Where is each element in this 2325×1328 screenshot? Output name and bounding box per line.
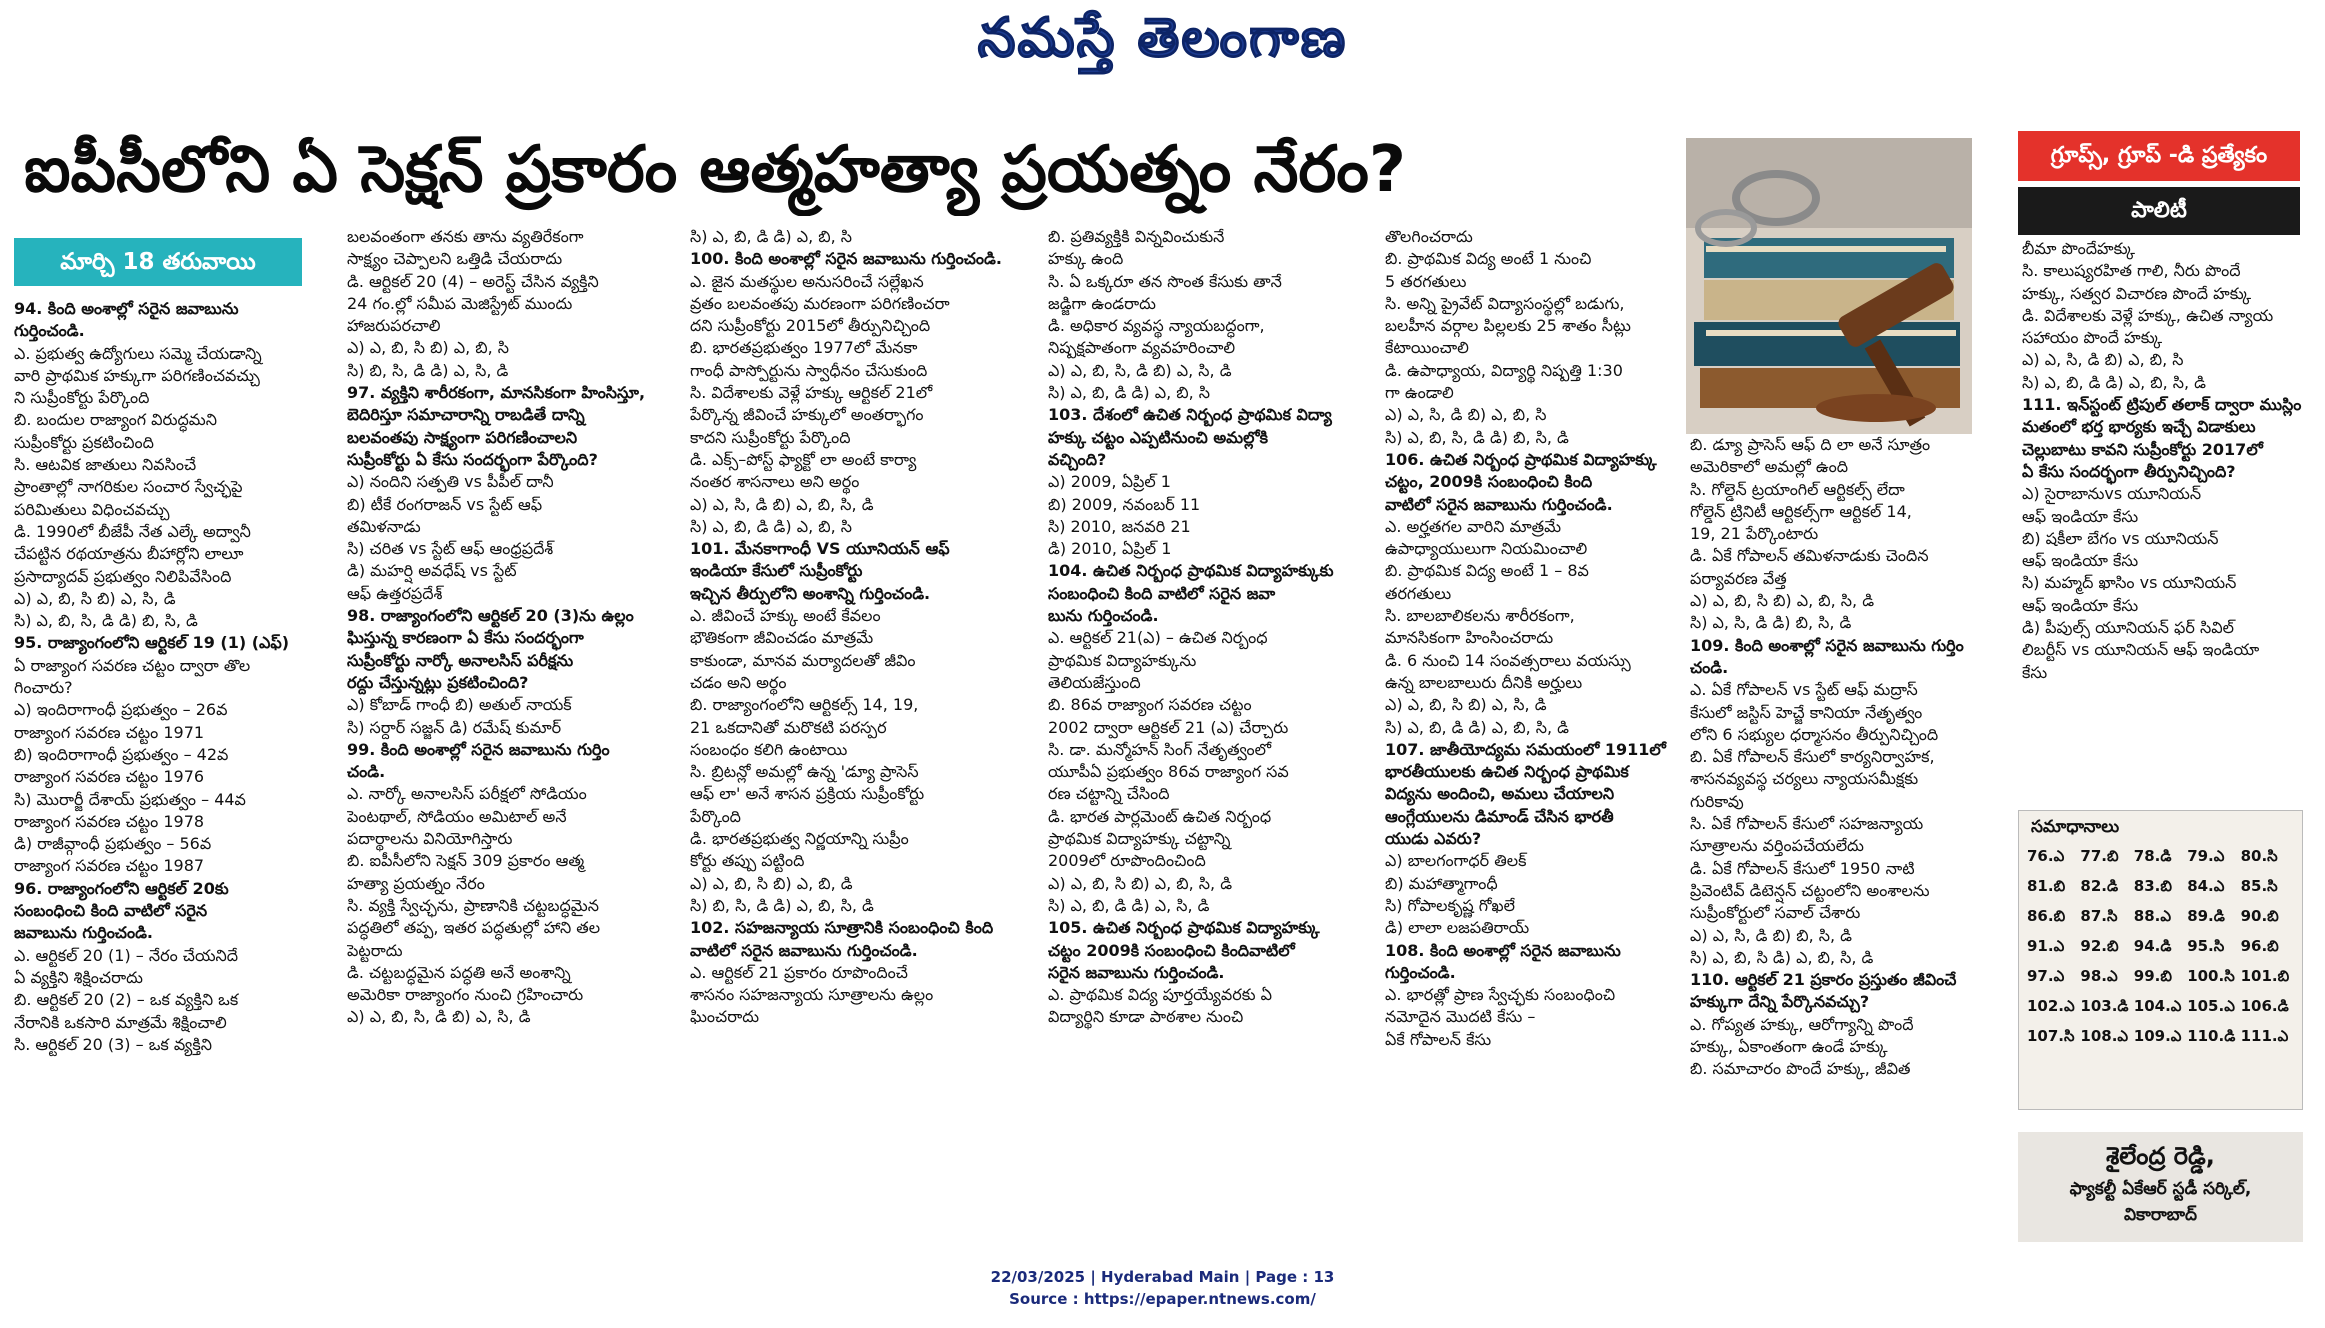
text-line: రాజ్యాంగ సవరణ చట్టం 1987 bbox=[14, 856, 205, 876]
text-line: ప్రాంతాల్లో నాగరికుల సంచార స్వేచ్ఛపై bbox=[14, 477, 243, 497]
text-line: సి) 2010, జనవరి 21 bbox=[1048, 516, 1191, 536]
text-line: నిష్పక్షపాతంగా వ్యవహరించాలి bbox=[1048, 338, 1236, 358]
text-line: డి. విదేశాలకు వెళ్లే హక్కు, ఉచిత న్యాయ bbox=[2022, 305, 2274, 325]
answer-item: 98.ఎ bbox=[2080, 967, 2118, 985]
text-line: ఎ) ఎ, బి, సి బి) ఎ, సి, డి bbox=[14, 588, 176, 608]
text-line: చేపట్టిన రథయాత్రను బీహార్లోని లాలూ bbox=[14, 544, 244, 564]
answer-item: 94.డి bbox=[2133, 937, 2172, 955]
question-line: చట్టం, 2009కి సంబంధించి కింది bbox=[1385, 472, 1593, 492]
text-line: సూత్రాలను వర్తింపచేయలేదు bbox=[1690, 836, 1864, 856]
question-line: 105. ఉచిత నిర్బంధ ప్రాథమిక విద్యాహక్కు bbox=[1048, 918, 1320, 938]
text-line: లిబర్టీస్ vs యూనియన్ ఆఫ్ ఇండియా bbox=[2022, 640, 2260, 660]
text-line: సి. ఆర్టికల్ 20 (3) – ఒక వ్యక్తిని bbox=[14, 1034, 212, 1054]
text-line: శాసనవ్యవస్థ చర్యలు న్యాయసమీక్షకు bbox=[1690, 769, 1919, 789]
text-line: సి) గోపాలకృష్ణ గోఖలే bbox=[1385, 895, 1515, 915]
text-line: ఉన్న బాలబాలురు దీనికి అర్హులు bbox=[1385, 672, 1583, 692]
text-line: ఆఫ్ ఇండియా కేసు bbox=[2022, 551, 2139, 571]
text-line: ఎ. ఆర్టికల్ 21(ఎ) – ఉచిత నిర్బంధ bbox=[1048, 628, 1268, 648]
question-line: 101. మేనకాగాంధీ VS యూనియన్ ఆఫ్ bbox=[690, 539, 950, 559]
text-line: ఎ) ఎ, బి, సి బి) ఎ, బి, డి bbox=[690, 873, 853, 893]
text-line: సి. గోల్డెన్ ట్రయాంగిల్ ఆర్టికల్స్‌ లేదా bbox=[1690, 479, 1905, 499]
text-line: మానసికంగా హింసించరాదు bbox=[1385, 628, 1554, 648]
page-footer bbox=[0, 1266, 2325, 1310]
answer-item: 85.సి bbox=[2240, 877, 2278, 895]
author-location: వికారాబాద్ bbox=[2124, 1205, 2197, 1225]
text-line: ఎ) కోబాడ్ గాంధీ బి) అతుల్ నాయక్ bbox=[347, 695, 572, 715]
text-line: నేరానికి ఒకసారి మాత్రమే శిక్షించాలి bbox=[14, 1012, 227, 1032]
text-line: ఏ వ్యక్తిని శిక్షించరాదు bbox=[14, 967, 143, 987]
answer-item: 104.ఎ bbox=[2133, 997, 2182, 1015]
text-line: ఎ. ఆర్టికల్ 21 ప్రకారం రూపొందించే bbox=[690, 962, 908, 982]
answer-item: 97.ఎ bbox=[2027, 967, 2065, 985]
question-line: విద్యను అందించి, అమలు చేయాలని bbox=[1385, 784, 1615, 804]
answer-item: 110.డి bbox=[2187, 1027, 2236, 1045]
question-line: 108. కింది అంశాల్లో సరైన జవాబును గుర్తించండి. bbox=[1385, 940, 1621, 982]
text-line: ఎ. జైన మతస్థుల అనుసరించే సల్లేఖన bbox=[690, 271, 924, 291]
text-line: డి. భారత పార్లమెంట్ ఉచిత నిర్బంధ bbox=[1048, 806, 1272, 826]
text-line: హక్కు ఉంది bbox=[1048, 249, 1124, 269]
answer-item: 84.ఎ bbox=[2187, 877, 2225, 895]
text-line: డి. ఏకే గోపాలన్ తమిళనాడుకు చెందిన bbox=[1690, 546, 1929, 566]
question-line: మతంలో భర్త భార్యకు ఇచ్చే విడాకులు bbox=[2022, 417, 2256, 437]
answer-item: 95.సి bbox=[2187, 937, 2225, 955]
text-line: ఘించరాదు bbox=[690, 1007, 760, 1027]
text-line: వ్రతం బలవంతపు మరణంగా పరిగణించరా bbox=[690, 293, 950, 313]
text-line: ఎ. ప్రభుత్వ ఉద్యోగులు సమ్మె చేయడాన్ని bbox=[14, 343, 262, 363]
question-line: సంబంధించి కింది వాటిలో సరైన bbox=[14, 901, 208, 921]
text-line: ప్రివెంటివ్ డిటెన్షన్ చట్టంలోని అంశాలను bbox=[1690, 880, 1930, 900]
text-line: కాదని సుప్రీంకోర్టు పేర్కొంది bbox=[690, 427, 851, 447]
subject-heading: పాలిటీ bbox=[2018, 187, 2300, 235]
text-line: బి. ప్రాథమిక విద్య అంటే 1 నుంచి bbox=[1385, 249, 1592, 269]
text-line: జడ్జిగా ఉండరాదు bbox=[1048, 293, 1156, 313]
text-line: సి) మహ్మద్ ఖాసిం vs యూనియన్ bbox=[2022, 573, 2237, 593]
answer-item: 103.డి bbox=[2080, 997, 2129, 1015]
text-column-2 bbox=[347, 226, 669, 1238]
text-line: నమోదైన మొదటి కేసు – bbox=[1385, 1007, 1536, 1027]
question-line: 111. ఇన్‌స్టంట్ ట్రిపుల్ తలాక్ ద్వారా ముస్లిం bbox=[2022, 395, 2302, 415]
answer-item: 86.బి bbox=[2027, 907, 2066, 925]
text-line: బి) టీకే రంగరాజన్ vs స్టేట్ ఆఫ్ bbox=[347, 494, 543, 514]
text-line: బి. బందుల రాజ్యాంగ విరుద్ధమని bbox=[14, 410, 217, 430]
question-line: సరైన జవాబును గుర్తించండి. bbox=[1048, 962, 1225, 982]
text-line: ప్రాథమిక విద్యాహక్కును bbox=[1048, 650, 1197, 670]
text-line: తొలగించరాదు bbox=[1385, 227, 1473, 246]
text-line: డి. ఎక్స్–పోస్ట్ ఫ్యాక్టో లా అంటే కార్యా bbox=[690, 449, 917, 469]
text-line: సి) ఎ, బి, డి డి) ఎ, బి, సి bbox=[690, 516, 852, 536]
text-line: ఎ) నందిని సత్పతి vs పీపీల్ దానీ bbox=[347, 472, 554, 492]
answer-item: 82.డి bbox=[2080, 877, 2119, 895]
text-line: ఎ) బాలగంగాధర్ తిలక్ bbox=[1385, 851, 1527, 871]
text-line: సి) ఎ, బి, సి, డి డి) బి, సి, డి bbox=[1385, 427, 1569, 447]
text-line: బలహీన వర్గాల పిల్లలకు 25 శాతం సీట్లు bbox=[1385, 316, 1631, 336]
answer-item: 108.ఎ bbox=[2080, 1027, 2129, 1045]
text-line: డి. అధికార వ్యవస్థ న్యాయబద్ధంగా, bbox=[1048, 316, 1265, 336]
question-line: యుడు ఎవరు? bbox=[1385, 829, 1482, 849]
text-line: ఎ) ఎ, బి, సి బి) ఎ, బి, సి bbox=[347, 338, 510, 358]
text-line: ఏకే గోపాలన్ కేసు bbox=[1385, 1029, 1492, 1049]
text-line: డి. 1990లో బీజేపీ నేత ఎల్కే అద్వానీ bbox=[14, 521, 251, 541]
text-line: ఎ. భారత్లో ప్రాణ స్వేచ్ఛకు సంబంధించి bbox=[1385, 985, 1616, 1005]
answer-item: 87.సి bbox=[2080, 907, 2118, 925]
text-line: సి. ఆటవిక జాతులు నివసించే bbox=[14, 455, 197, 475]
text-line: ఆఫ్ ఉత్తరప్రదేశ్ bbox=[347, 583, 443, 603]
text-line: పేర్కొన్న జీవించే హక్కులో అంతర్భాగం bbox=[690, 405, 924, 425]
text-line: సి) మొరార్జీ దేశాయ్ ప్రభుత్వం – 44వ bbox=[14, 789, 246, 809]
question-line: 97. వ్యక్తిని శారీరకంగా, మానసికంగా హింసిస్తూ, bbox=[347, 383, 646, 403]
answer-item: 80.సి bbox=[2240, 847, 2278, 865]
text-line: డి) రాజీవ్గాంధీ ప్రభుత్వం – 56వ bbox=[14, 834, 212, 854]
question-line: వాటిలో సరైన జవాబును గుర్తించండి. bbox=[690, 940, 918, 960]
author-affiliation: ఫ్యాకల్టీ ఏకేఆర్ స్టడీ సర్కిల్, bbox=[2069, 1179, 2252, 1199]
answer-item: 105.ఎ bbox=[2187, 997, 2235, 1015]
question-line: వచ్చింది? bbox=[1048, 449, 1107, 469]
text-line: ఎ) ఎ, బి, సి బి) ఎ, బి, సి, డి bbox=[1048, 873, 1233, 893]
text-line: కాకుండా, మానవ మర్యాదలతో జీవిం bbox=[690, 650, 916, 670]
text-line: డి) 2010, ఏప్రిల్ 1 bbox=[1048, 539, 1172, 559]
question-line: 94. కింది అంశాల్లో సరైన జవాబును bbox=[14, 299, 239, 318]
text-line: డి. ఏకే గోపాలన్ కేసులో 1950 నాటి bbox=[1690, 858, 1915, 878]
text-line: గోల్డెన్ ట్రినిటీ ఆర్టికల్స్‌గా ఆర్టికల్ 14, bbox=[1690, 501, 1912, 521]
text-column-3 bbox=[690, 226, 1030, 1238]
text-line: పెంటథాల్, సోడియం అమిటాల్ అనే bbox=[347, 806, 567, 826]
masthead-title: నమస్తే తెలంగాణ bbox=[977, 6, 1348, 69]
answer-item: 88.ఎ bbox=[2133, 907, 2172, 925]
text-line: నంతర శాసనాలు అని అర్థం bbox=[690, 472, 860, 492]
text-line: సి. విదేశాలకు వెళ్లే హక్కు ఆర్టికల్ 21లో bbox=[690, 383, 933, 403]
question-line: 102. సహజన్యాయ సూత్రానికి సంబంధించి కింది bbox=[690, 918, 994, 938]
question-line: సంబంధించి కింది వాటిలో సరైన జవా bbox=[1048, 583, 1276, 603]
question-line: బలవంతపు సాక్ష్యంగా పరిగణించాలని bbox=[347, 427, 578, 447]
text-line: డి. ఆర్టికల్ 20 (4) – అరెస్ట్ చేసిన వ్యక్తిని bbox=[347, 271, 599, 291]
text-line: హక్కు, సత్వర విచారణ పొందే హక్కు bbox=[2022, 283, 2252, 303]
text-line: సి) ఎ, బి, సి, డి డి) బి, సి, డి bbox=[14, 611, 198, 631]
text-line: బి. ఆర్టికల్ 20 (2) – ఒక వ్యక్తిని ఒక bbox=[14, 990, 239, 1010]
text-column-5 bbox=[1385, 226, 1685, 1238]
text-line: 5 తరగతులు bbox=[1385, 271, 1467, 291]
text-line: ఎ) ఎ, బి, సి బి) ఎ, బి, సి, డి bbox=[1690, 591, 1875, 611]
text-line: కోర్టు తప్పు పట్టింది bbox=[690, 851, 805, 871]
text-line: బి. ప్రాథమిక విద్య అంటే 1 – 8వ bbox=[1385, 561, 1589, 581]
text-line: ఎ) ఎ, బి, సి, డి బి) ఎ, సి, డి bbox=[347, 1007, 531, 1027]
text-line: ఎ) ఇందిరాగాంధీ ప్రభుత్వం – 26వ bbox=[14, 700, 228, 720]
answer-item: 77.బి bbox=[2080, 847, 2119, 865]
question-line: ఘిస్తున్న కారణంగా ఏ కేసు సందర్భంగా bbox=[347, 628, 584, 648]
text-line: ఎ. అర్హతగల వారిని మాత్రమే bbox=[1385, 516, 1562, 536]
text-line: గురికావు bbox=[1690, 791, 1744, 811]
text-line: 19, 21 పేర్కొంటారు bbox=[1690, 524, 1819, 544]
text-line: తెలియజేస్తుంది bbox=[1048, 672, 1141, 692]
text-column-7 bbox=[2022, 238, 2304, 798]
text-line: సి) చరిత vs స్టేట్ ఆఫ్ ఆంధ్రప్రదేశ్ bbox=[347, 539, 554, 559]
text-line: సి. బ్రిటన్లో అమల్లో ఉన్న 'డ్యూ ప్రాసెస్ bbox=[690, 762, 919, 782]
answer-item: 83.బి bbox=[2133, 877, 2172, 895]
question-line: చండి. bbox=[1690, 657, 1729, 677]
text-line: బి) మహాత్మాగాంధీ bbox=[1385, 873, 1498, 893]
text-line: రణ చట్టాన్ని చేసింది bbox=[1048, 784, 1170, 804]
footer-dateline: 22/03/2025 | Hyderabad Main | Page : 13 bbox=[990, 1268, 1335, 1286]
text-line: ఆఫ్ లా' అనే శాసన ప్రక్రియ సుప్రీంకోర్టు bbox=[690, 784, 925, 804]
text-line: సి) ఎ, బి, డి డి) ఎ, బి, సి, డి bbox=[2022, 372, 2207, 392]
question-line: 95. రాజ్యాంగంలోని ఆర్టికల్ 19 (1) (ఎఫ్) bbox=[14, 633, 290, 653]
text-line: డి) లాలా లజపతిరాయ్ bbox=[1385, 918, 1530, 938]
text-line: సి) ఎ, బి, డి డి) ఎ, సి, డి bbox=[1048, 895, 1210, 915]
text-line: 24 గం.ల్లో సమీప మెజిస్ట్రేట్ ముందు bbox=[347, 293, 573, 313]
text-line: సి. ఏకే గోపాలన్ కేసులో సహజన్యాయ bbox=[1690, 814, 1924, 834]
answer-item: 90.బి bbox=[2240, 907, 2279, 925]
question-line: జవాబును గుర్తించండి. bbox=[14, 923, 153, 943]
text-line: సి. డా. మన్మోహన్ సింగ్ నేతృత్వంలో bbox=[1048, 739, 1272, 759]
text-line: సి) బి, సి, డి డి) ఎ, బి, సి, డి bbox=[690, 895, 874, 915]
question-line: 106. ఉచిత నిర్బంధ ప్రాథమిక విద్యాహక్కు bbox=[1385, 449, 1657, 469]
text-line: అమెరికా రాజ్యాంగం నుంచి గ్రహించారు bbox=[347, 985, 584, 1005]
text-line: అమెరికాలో అమల్లో ఉంది bbox=[1690, 457, 1849, 477]
text-line: సి) ఎ, బి, డి డి) ఎ, బి, సి bbox=[1048, 383, 1210, 403]
answer-item: 89.డి bbox=[2187, 907, 2225, 925]
text-line: యూపీఏ ప్రభుత్వం 86వ రాజ్యాంగ సవ bbox=[1048, 762, 1289, 782]
text-line: డి) మహర్షి అవధేష్ vs స్టేట్ bbox=[347, 561, 517, 581]
text-line: బి) షకీలా బేగం vs యూనియన్ bbox=[2022, 528, 2219, 548]
question-line: సుప్రీంకోర్టు నార్కో అనాలసిస్ పరీక్షను bbox=[347, 650, 574, 670]
question-line: భారతీయులకు ఉచిత నిర్బంధ ప్రాథమిక bbox=[1385, 762, 1629, 782]
question-line: 96. రాజ్యాంగంలోని ఆర్టికల్ 20కు bbox=[14, 878, 229, 898]
masthead-logo bbox=[0, 6, 2325, 76]
author-box bbox=[2018, 1132, 2303, 1242]
article-headline: ఐపీసీలోని ఏ సెక్షన్ ప్రకారం ఆత్మహత్యా ప్రయత్నం నేరం? bbox=[24, 133, 1406, 207]
text-line: ఎ. ప్రాథమిక విద్య పూర్తయ్యేవరకు ఏ bbox=[1048, 985, 1273, 1005]
text-line: ఎ. ఏకే గోపాలన్ vs స్టేట్ ఆఫ్ మద్రాస్ bbox=[1690, 680, 1918, 700]
text-column-6 bbox=[1690, 434, 2002, 1238]
text-line: లోని 6 సభ్యుల ధర్మాసనం తీర్పునిచ్చింది bbox=[1690, 724, 1939, 744]
question-line: 109. కింది అంశాల్లో సరైన జవాబును గుర్తిం bbox=[1690, 635, 1964, 655]
text-line: ఎ) 2009, ఏప్రిల్ 1 bbox=[1048, 472, 1171, 492]
answer-item: 79.ఎ bbox=[2187, 847, 2225, 865]
text-line: బి. ఐపీసీలోని సెక్షన్ 309 ప్రకారం ఆత్మ bbox=[347, 851, 585, 871]
text-line: డి. చట్టబద్ధమైన పద్ధతి అనే అంశాన్ని bbox=[347, 962, 571, 982]
books-gavel-illustration bbox=[1686, 138, 1972, 434]
text-line: సి) సర్దార్ సజ్జన్ డి) రమేష్ కుమార్ bbox=[347, 717, 562, 737]
text-line: ఏ రాజ్యాంగ సవరణ చట్టం ద్వారా తొల bbox=[14, 655, 251, 675]
text-line: వారి ప్రాథమిక హక్కుగా పరిగణించవచ్చు bbox=[14, 365, 260, 385]
text-line: కేటాయించాలి bbox=[1385, 338, 1469, 358]
text-line: డి) పీపుల్స్ యూనియన్ ఫర్ సివిల్ bbox=[2022, 618, 2234, 638]
text-line: బి) 2009, నవంబర్ 11 bbox=[1048, 494, 1201, 514]
text-line: 2002 ద్వారా ఆర్టికల్ 21 (ఎ) చేర్చారు bbox=[1048, 717, 1289, 737]
text-line: పద్ధతిలో తప్ప, ఇతర పద్ధతుల్లో హాని తల bbox=[347, 918, 601, 938]
text-line: ఎ) ఎ, బి, సి బి) ఎ, సి, డి bbox=[1385, 695, 1547, 715]
question-line: బును గుర్తించండి. bbox=[1048, 606, 1159, 626]
question-line: ఆంగ్లేయులను డిమాండ్ చేసిన భారతీ bbox=[1385, 806, 1614, 826]
question-line: రద్దు చేస్తున్నట్లు ప్రకటించింది? bbox=[347, 672, 529, 692]
question-line: చెల్లుబాటు కావని సుప్రీంకోర్టు 2017లో bbox=[2022, 439, 2263, 459]
text-line: బి. రాజ్యాంగంలోని ఆర్టికల్స్ 14, 19, bbox=[690, 695, 919, 715]
author-name: శైలేంద్ర రెడ్డి, bbox=[2106, 1142, 2215, 1170]
text-line: ఎ) ఎ, సి, డి బి) బి, సి, డి bbox=[1690, 925, 1852, 945]
question-line: గుర్తించండి. bbox=[14, 321, 85, 341]
text-line: సుప్రీంకోర్టులో సవాల్ చేశారు bbox=[1690, 903, 1861, 923]
answer-item: 91.ఎ bbox=[2027, 937, 2065, 955]
answer-item: 102.ఎ bbox=[2027, 997, 2075, 1015]
answer-item: 78.డి bbox=[2133, 847, 2172, 865]
text-line: శాసనం సహజన్యాయ సూత్రాలను ఉల్లం bbox=[690, 985, 934, 1005]
text-line: కేసు bbox=[2022, 662, 2048, 682]
text-line: రాజ్యాంగ సవరణ చట్టం 1978 bbox=[14, 811, 205, 831]
question-line: ఏ కేసు సందర్భంగా తీర్పునిచ్చింది? bbox=[2022, 461, 2236, 481]
text-line: ని సుప్రీంకోర్టు పేర్కొంది bbox=[14, 388, 150, 408]
text-line: బి. ప్రతివ్యక్తికి విన్నవించుకునే bbox=[1048, 227, 1225, 246]
text-line: పేర్కొంది bbox=[690, 806, 741, 826]
text-line: సి) ఎ, బి, డి డి) ఎ, బి, సి bbox=[690, 227, 852, 246]
answer-item: 101.బి bbox=[2240, 967, 2290, 985]
text-column-1 bbox=[14, 298, 320, 1238]
text-line: బి. 86వ రాజ్యాంగ సవరణ చట్టం bbox=[1048, 695, 1252, 715]
text-line: విద్యార్థిని కూడా పాఠశాల నుంచి bbox=[1048, 1007, 1244, 1027]
text-line: ఎ) సైరాబానుvs యూనియన్ bbox=[2022, 484, 2202, 504]
text-line: డి. భారతప్రభుత్వ నిర్ణయాన్ని సుప్రీం bbox=[690, 829, 909, 849]
question-line: ఇండియా కేసులో సుప్రీంకోర్టు bbox=[690, 561, 863, 581]
text-line: తమిళనాడు bbox=[347, 516, 421, 536]
answer-item: 107.సి bbox=[2027, 1027, 2075, 1045]
text-line: ప్రసాద్యాదవ్ ప్రభుత్వం నిలిపివేసింది bbox=[14, 566, 232, 586]
text-line: సి. వ్యక్తి స్వేచ్ఛను, ప్రాణానికి చట్టబద్ధమైన bbox=[347, 895, 599, 915]
text-line: బలవంతంగా తనకు తాను వ్యతిరేకంగా bbox=[347, 227, 584, 246]
question-line: హక్కుగా దేన్ని పేర్కొనవచ్చు? bbox=[1690, 992, 1870, 1012]
text-line: రాజ్యాంగ సవరణ చట్టం 1976 bbox=[14, 767, 205, 787]
text-line: ఎ) ఎ, సి, డి బి) ఎ, బి, సి bbox=[1385, 405, 1547, 425]
text-line: ఉపాధ్యాయులుగా నియమించాలి bbox=[1385, 539, 1588, 559]
text-line: సి) బి, సి, డి డి) ఎ, సి, డి bbox=[347, 360, 509, 380]
text-line: సి) ఎ, బి, సి డి) ఎ, బి, సి, డి bbox=[1690, 947, 1874, 967]
answer-item: 96.బి bbox=[2240, 937, 2279, 955]
books-gavel-image bbox=[1686, 138, 1972, 434]
text-line: ఎ) ఎ, బి, సి, డి బి) ఎ, సి, డి bbox=[1048, 360, 1232, 380]
answer-item: 76.ఎ bbox=[2027, 847, 2065, 865]
text-line: బి. డ్యూ ప్రాసెస్ ఆఫ్ ది లా అనే సూత్రం bbox=[1690, 435, 1931, 454]
text-line: డి. ఉపాధ్యాయ, విద్యార్థి నిష్పత్తి 1:30 bbox=[1385, 360, 1623, 380]
text-line: కేసులో జస్టిస్ హెచ్జే కానియా నేతృత్వం bbox=[1690, 702, 1923, 722]
text-line: గా ఉండాలి bbox=[1385, 383, 1454, 403]
text-line: సి. ఏ ఒక్కరూ తన సొంత కేసుకు తానే bbox=[1048, 271, 1282, 291]
answer-item: 100.సి bbox=[2187, 967, 2235, 985]
text-line: సి. బాలబాలికలను శారీరకంగా, bbox=[1385, 606, 1575, 626]
text-line: పర్యావరణ వేత్త bbox=[1690, 568, 1787, 588]
text-line: పదార్థాలను వినియోగిస్తారు bbox=[347, 829, 513, 849]
text-line: దని సుప్రీంకోర్టు 2015లో తీర్పునిచ్చింది bbox=[690, 316, 931, 336]
question-line: 110. ఆర్టికల్ 21 ప్రకారం ప్రస్తుతం జీవించే bbox=[1690, 970, 1957, 990]
text-line: సంబంధం కలిగి ఉంటాయి bbox=[690, 739, 848, 759]
footer-source: Source : https://epaper.ntnews.com/ bbox=[1009, 1290, 1316, 1308]
text-line: బి. భారతప్రభుత్వం 1977లో మేనకా bbox=[690, 338, 918, 358]
text-line: సాక్ష్యం చెప్పాలని ఒత్తిడి చేయరాదు bbox=[347, 249, 563, 269]
text-line: గాంధీ పాస్పోర్టును స్వాధీనం చేసుకుంది bbox=[690, 360, 928, 380]
answer-item: 92.బి bbox=[2080, 937, 2119, 955]
text-line: ఎ. జీవించే హక్కు అంటే కేవలం bbox=[690, 606, 881, 626]
text-line: ఆఫ్ ఇండియా కేసు bbox=[2022, 595, 2139, 615]
answer-key-grid bbox=[2027, 847, 2294, 1049]
answer-item: 81.బి bbox=[2027, 877, 2066, 895]
text-column-4 bbox=[1048, 226, 1370, 1238]
text-line: ఎ. నార్కో అనాలసిస్ పరీక్షలో సోడియం bbox=[347, 784, 587, 804]
question-line: ఇచ్చిన తీర్పులోని అంశాన్ని గుర్తించండి. bbox=[690, 583, 931, 603]
text-line: సి) ఎ, బి, డి డి) ఎ, బి, సి, డి bbox=[1385, 717, 1570, 737]
question-line: హక్కు చట్టం ఎప్పటినుంచి అమల్లోకి bbox=[1048, 427, 1269, 447]
text-line: రాజ్యాంగ సవరణ చట్టం 1971 bbox=[14, 722, 205, 742]
text-line: పెట్టరాదు bbox=[347, 940, 403, 960]
text-line: సుప్రీంకోర్టు ప్రకటించింది bbox=[14, 432, 154, 452]
question-line: 104. ఉచిత నిర్బంధ ప్రాథమిక విద్యాహక్కుకు bbox=[1048, 561, 1334, 581]
text-line: హాజరుపరచాలి bbox=[347, 316, 441, 336]
question-line: చట్టం 2009కి సంబంధించి కిందివాటిలో bbox=[1048, 940, 1295, 960]
answer-item: 109.ఎ bbox=[2133, 1027, 2182, 1045]
answer-key-title: సమాధానాలు bbox=[2031, 817, 2120, 837]
question-line: 99. కింది అంశాల్లో సరైన జవాబును గుర్తిం bbox=[347, 739, 610, 759]
text-line: ఆఫ్ ఇండియా కేసు bbox=[2022, 506, 2139, 526]
text-line: డి. 6 నుంచి 14 సంవత్సరాలు వయస్సు bbox=[1385, 650, 1631, 670]
text-line: ప్రాథమిక విద్యాహక్కు చట్టాన్ని bbox=[1048, 829, 1231, 849]
text-line: బి. సమాచారం పొందే హక్కు, జీవిత bbox=[1690, 1059, 1911, 1079]
question-line: బెదిరిస్తూ సమాచారాన్ని రాబడితే దాన్ని bbox=[347, 405, 585, 425]
section-bar: మార్చి 18 తరువాయి bbox=[14, 238, 302, 286]
text-line: ఎ. ఆర్టికల్ 20 (1) – నేరం చేయనిదే bbox=[14, 945, 239, 965]
text-line: పరిమితులు విధించవచ్చు bbox=[14, 499, 170, 519]
answer-key-box bbox=[2018, 810, 2303, 1110]
question-line: సుప్రీంకోర్టు ఏ కేసు సందర్భంగా పేర్కొంది? bbox=[347, 449, 598, 469]
text-line: బి) ఇందిరాగాంధీ ప్రభుత్వం – 42వ bbox=[14, 744, 229, 764]
text-line: చడం అని అర్థం bbox=[690, 672, 787, 692]
text-line: బీమా పొందేహక్కు bbox=[2022, 239, 2136, 258]
text-line: సి) ఎ, సి, డి డి) బి, సి, డి bbox=[1690, 613, 1852, 633]
answer-item: 106.డి bbox=[2240, 997, 2289, 1015]
question-line: వాటిలో సరైన జవాబును గుర్తించండి. bbox=[1385, 494, 1613, 514]
answer-item: 111.ఎ bbox=[2240, 1027, 2289, 1045]
text-line: ఎ) ఎ, సి, డి బి) ఎ, బి, సి, డి bbox=[690, 494, 874, 514]
question-line: చండి. bbox=[347, 762, 386, 782]
question-line: 107. జాతీయోద్యమ సమయంలో 1911లో bbox=[1385, 739, 1666, 759]
text-line: ఎ. గోప్యత హక్కు, ఆరోగ్యాన్ని పొందే bbox=[1690, 1014, 1914, 1034]
text-line: సహాయం పొందే హక్కు bbox=[2022, 328, 2163, 348]
text-line: హక్కు, ఏకాంతంగా ఉండే హక్కు bbox=[1690, 1037, 1888, 1057]
text-line: తరగతులు bbox=[1385, 583, 1452, 603]
text-line: గించారు? bbox=[14, 678, 73, 698]
text-line: 21 ఒకదానితో మరొకటి పరస్పర bbox=[690, 717, 887, 737]
text-line: ఎ) ఎ, సి, డి బి) ఎ, బి, సి bbox=[2022, 350, 2184, 370]
text-line: భౌతికంగా జీవించడం మాత్రమే bbox=[690, 628, 874, 648]
text-line: సి. అన్ని ప్రైవేట్ విద్యాసంస్థల్లో బడుగు, bbox=[1385, 293, 1625, 313]
question-line: 103. దేశంలో ఉచిత నిర్బంధ ప్రాథమిక విద్యా bbox=[1048, 405, 1332, 425]
text-line: సి. కాలుష్యరహిత గాలి, నీరు పొందే bbox=[2022, 261, 2241, 281]
text-line: 2009లో రూపొందించింది bbox=[1048, 851, 1206, 871]
answer-item: 99.బి bbox=[2133, 967, 2172, 985]
question-line: 100. కింది అంశాల్లో సరైన జవాబును గుర్తించండి. bbox=[690, 249, 1002, 269]
text-line: హత్యా ప్రయత్నం నేరం bbox=[347, 873, 485, 893]
side-band-groups: గ్రూప్స్, గ్రూప్ -డి ప్రత్యేకం bbox=[2018, 131, 2300, 181]
question-line: 98. రాజ్యాంగంలోని ఆర్టికల్ 20 (3)ను ఉల్లం bbox=[347, 606, 634, 626]
text-line: బి. ఏకే గోపాలన్ కేసులో కార్యనిర్వాహక, bbox=[1690, 747, 1935, 767]
